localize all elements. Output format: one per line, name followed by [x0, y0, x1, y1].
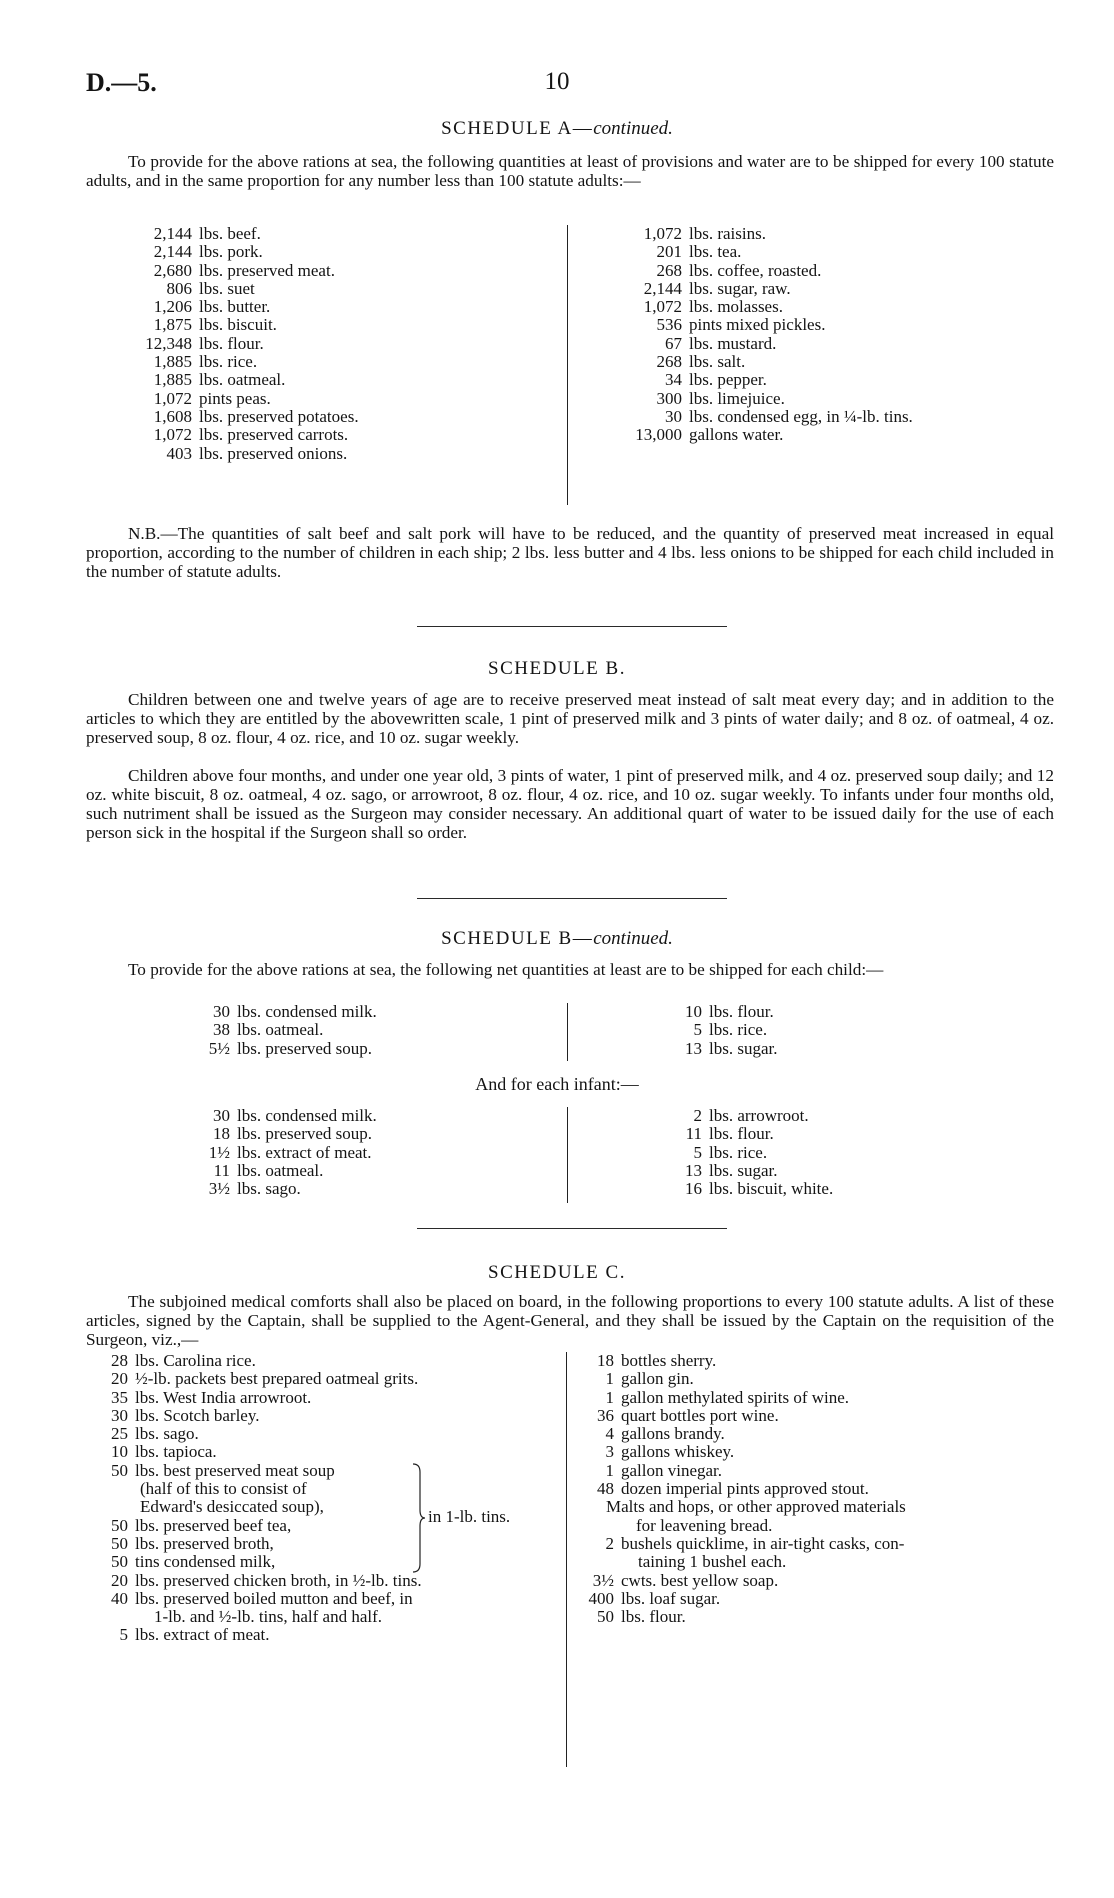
list-item: [130, 335, 359, 353]
list-item: 36 quart bottles port wine.: [597, 1405, 779, 1425]
item-quantity: 536: [656, 315, 682, 335]
list-item: [620, 298, 913, 316]
item-description: lbs. oatmeal.: [237, 1160, 324, 1180]
child-list-left: [208, 1003, 377, 1058]
list-item: [620, 262, 913, 280]
item-quantity: 30: [665, 406, 682, 426]
item-description: lbs. beef.: [199, 224, 261, 243]
item-quantity: 806: [166, 278, 192, 298]
list-item: 50 lbs. preserved broth,: [111, 1533, 274, 1553]
item-description: lbs. butter.: [199, 297, 271, 317]
item-quantity: 12,348: [145, 333, 192, 353]
schedule-b-continued-intro: To provide for the above rations at sea, the following net quantities at least are to be shipped for each child:—: [128, 960, 884, 979]
section-divider: [417, 1228, 727, 1229]
list-item: 18 bottles sherry.: [597, 1351, 717, 1370]
item-quantity: 1,206: [153, 297, 192, 317]
item-description: lbs. coffee, roasted.: [689, 260, 822, 280]
schedule-a-right-list: [620, 225, 913, 445]
section-divider: [417, 898, 727, 899]
list-item: 4 gallons brandy.: [605, 1424, 725, 1444]
list-item: [620, 426, 913, 444]
list-item-continuation: for leavening bread.: [636, 1515, 773, 1535]
schedule-a-continued-title: SCHEDULE A—continued.: [441, 118, 673, 139]
item-quantity: 1,072: [643, 297, 682, 317]
list-item: 3½ cwts. best yellow soap.: [592, 1570, 779, 1590]
list-item: 50 lbs. preserved beef tea,: [111, 1515, 292, 1535]
item-quantity: 1,875: [153, 315, 192, 335]
column-divider: [567, 225, 568, 505]
list-item: [130, 262, 359, 280]
list-item-continuation: taining 1 bushel each.: [638, 1552, 787, 1572]
list-item: [620, 390, 913, 408]
list-item: [620, 243, 913, 261]
list-item: 2 bushels quicklime, in air-tight casks, con-: [605, 1533, 905, 1553]
list-item: 48 dozen imperial pints approved stout.: [597, 1479, 869, 1499]
document-reference: D.—5.: [86, 68, 157, 97]
list-item: [620, 353, 913, 371]
list-item: [680, 1144, 833, 1162]
item-quantity: 5: [693, 1142, 702, 1162]
item-quantity: 1,072: [153, 388, 192, 408]
item-description: lbs. sago.: [237, 1179, 301, 1199]
item-quantity: 1,885: [153, 352, 192, 372]
list-item: 1 gallon gin.: [605, 1369, 694, 1389]
list-item: [130, 390, 359, 408]
list-item: [680, 1021, 777, 1039]
list-item: [208, 1107, 377, 1125]
item-description: lbs. mustard.: [689, 333, 777, 353]
item-quantity: 2,144: [153, 242, 192, 262]
schedule-a-left-list: [130, 225, 359, 463]
list-item: [208, 1003, 377, 1021]
list-item: [208, 1144, 377, 1162]
item-quantity: 2,144: [643, 278, 682, 298]
list-item: [130, 408, 359, 426]
item-quantity: 1,885: [153, 370, 192, 390]
item-description: lbs. pepper.: [689, 370, 767, 390]
item-quantity: 18: [213, 1124, 230, 1144]
list-item: [680, 1162, 833, 1180]
list-item: 20 ½-lb. packets best prepared oatmeal grits.: [111, 1369, 419, 1389]
item-quantity: 268: [656, 260, 682, 280]
item-description: lbs. tea.: [689, 242, 742, 262]
list-item: 20 lbs. preserved chicken broth, in ½-lb. tins.: [111, 1570, 422, 1590]
column-divider: [567, 1003, 568, 1061]
list-item: [130, 445, 359, 463]
infant-list-left: [208, 1107, 377, 1198]
item-description: lbs. preserved carrots.: [199, 425, 349, 445]
item-quantity: 1,072: [153, 425, 192, 445]
list-item: [680, 1003, 777, 1021]
item-quantity: 2,144: [153, 224, 192, 243]
section-divider: [417, 626, 727, 627]
list-item-continuation: 1-lb. and ½-lb. tins, half and half.: [154, 1607, 383, 1627]
item-description: lbs. salt.: [689, 352, 746, 372]
list-item: 50 lbs. flour.: [597, 1607, 686, 1627]
item-description: lbs. preserved potatoes.: [199, 406, 359, 426]
list-item: [620, 408, 913, 426]
item-quantity: 300: [656, 388, 682, 408]
list-item: [680, 1125, 833, 1143]
list-item: [208, 1125, 377, 1143]
curly-brace-icon: [412, 1462, 426, 1574]
list-item: [208, 1162, 377, 1180]
item-quantity: 1,608: [153, 406, 192, 426]
list-item: [620, 371, 913, 389]
list-item: [620, 335, 913, 353]
list-item: 5 lbs. extract of meat.: [119, 1625, 270, 1645]
item-quantity: 1,072: [643, 224, 682, 243]
list-item: [680, 1040, 777, 1058]
schedule-b-continued-title: SCHEDULE B—continued.: [441, 928, 673, 949]
item-description: lbs. raisins.: [689, 224, 766, 243]
item-description: lbs. preserved soup.: [237, 1124, 373, 1144]
list-item: [620, 225, 913, 243]
schedule-c-title: SCHEDULE C.: [488, 1262, 626, 1283]
item-quantity: 1½: [208, 1142, 230, 1162]
list-item: 10 lbs. tapioca.: [111, 1442, 217, 1462]
infant-list-right: [680, 1107, 833, 1198]
item-description: lbs. biscuit, white.: [709, 1179, 834, 1199]
item-quantity: 34: [665, 370, 682, 390]
item-description: lbs. preserved meat.: [199, 260, 335, 280]
list-item: 400 lbs. loaf sugar.: [588, 1588, 721, 1608]
list-item: [680, 1107, 833, 1125]
list-item: [130, 353, 359, 371]
item-description: lbs. sugar.: [709, 1038, 778, 1058]
item-description: lbs. rice.: [709, 1020, 768, 1040]
item-quantity: 5: [693, 1020, 702, 1040]
item-quantity: 16: [685, 1179, 702, 1199]
list-item: [208, 1021, 377, 1039]
item-description: lbs. sugar.: [709, 1160, 778, 1180]
item-description: lbs. suet: [199, 278, 255, 298]
schedule-b-paragraph-1: Children between one and twelve years of age are to receive preserved meat instead of salt meat every day; and in addition to the articles to which they are entitled by the abovewritten scale, 1 pint of preserved milk and 3 pints of water daily; and 8 oz. of oatmeal, 4 oz. preserved soup, 8 oz. flour, 4 oz. rice, and 10 oz. sugar weekly.: [86, 690, 1054, 747]
item-quantity: 268: [656, 352, 682, 372]
item-description: lbs. biscuit.: [199, 315, 277, 335]
item-quantity: 38: [213, 1020, 230, 1040]
list-item: [620, 280, 913, 298]
schedule-a-intro: To provide for the above rations at sea, the following quantities at least of provisions and water are to be shipped for every 100 statute adults, and in the same proportion for any number less than 100 statute adults:—: [86, 152, 1054, 190]
item-quantity: 201: [656, 242, 682, 262]
item-description: pints mixed pickles.: [689, 315, 826, 335]
child-list-right: [680, 1003, 777, 1058]
list-item: [208, 1180, 377, 1198]
list-item: [130, 298, 359, 316]
schedule-b-paragraph-2: Children above four months, and under one year old, 3 pints of water, 1 pint of preserved milk, and 4 oz. preserved soup daily; and 12 oz. white biscuit, 8 oz. oatmeal, 4 oz. sago, or arrowroot, 8 oz. flour, 4 oz. rice, and 10 oz. sugar weekly. To infants under four months old, such nutriment shall be issued as the Surgeon may consider necessary. An additional quart of water to be issued daily for the use of each person sick in the hospital if the Surgeon shall so order.: [86, 766, 1054, 842]
list-item: 50 lbs. best preserved meat soup: [111, 1460, 335, 1480]
column-divider: [566, 1352, 567, 1767]
column-divider: [567, 1107, 568, 1203]
item-description: lbs. flour.: [709, 1124, 774, 1144]
page-header: [86, 68, 1028, 102]
item-description: lbs. flour.: [709, 1002, 774, 1021]
item-quantity: 2,680: [153, 260, 192, 280]
item-quantity: 30: [213, 1002, 230, 1021]
item-description: pints peas.: [199, 388, 271, 408]
item-quantity: 5½: [208, 1038, 230, 1058]
list-item: 35 lbs. West India arrowroot.: [111, 1387, 312, 1407]
item-description: gallons water.: [689, 425, 784, 445]
brace-label: in 1-lb. tins.: [428, 1507, 511, 1526]
item-quantity: 30: [213, 1106, 230, 1125]
schedule-b-title: SCHEDULE B.: [488, 658, 626, 679]
item-description: lbs. oatmeal.: [199, 370, 286, 390]
item-quantity: 13: [685, 1038, 702, 1058]
item-description: lbs. preserved onions.: [199, 443, 348, 463]
item-description: lbs. condensed milk.: [237, 1002, 377, 1021]
list-item: [208, 1040, 377, 1058]
list-item: 28 lbs. Carolina rice.: [111, 1351, 256, 1370]
item-description: lbs. rice.: [709, 1142, 768, 1162]
list-item: [130, 371, 359, 389]
item-quantity: 3½: [208, 1179, 230, 1199]
list-item-continuation: (half of this to consist of: [140, 1479, 307, 1499]
item-quantity: 11: [685, 1124, 702, 1144]
schedule-c-intro: The subjoined medical comforts shall also be placed on board, in the following proportions to every 100 statute adults. A list of these articles, signed by the Captain, shall be supplied to the Agent-General, and they shall be issued by the Captain on the requisition of the Surgeon, viz.,—: [86, 1292, 1054, 1349]
item-quantity: 11: [213, 1160, 230, 1180]
list-item: [130, 280, 359, 298]
list-item: 3 gallons whiskey.: [605, 1442, 735, 1462]
item-description: lbs. pork.: [199, 242, 263, 262]
list-item: 50 tins condensed milk,: [111, 1552, 276, 1572]
item-quantity: 2: [693, 1106, 702, 1125]
item-description: lbs. condensed egg, in ¼-lb. tins.: [689, 406, 913, 426]
schedule-a-note: N.B.—The quantities of salt beef and salt pork will have to be reduced, and the quantity of preserved meat increased in equal proportion, according to the number of children in each ship; 2 lbs. less butter and 4 lbs. less onions to be shipped for each child included in the number of statute adults.: [86, 524, 1054, 581]
list-item: [130, 225, 359, 243]
list-item: 25 lbs. sago.: [111, 1424, 199, 1444]
list-item-continuation: Edward's desiccated soup),: [140, 1497, 324, 1517]
list-item: [620, 316, 913, 334]
list-item: 40 lbs. preserved boiled mutton and beef, in: [111, 1588, 413, 1608]
page-number: 10: [544, 68, 570, 95]
list-item: [680, 1180, 833, 1198]
item-quantity: 13: [685, 1160, 702, 1180]
item-description: lbs. rice.: [199, 352, 258, 372]
item-description: lbs. arrowroot.: [709, 1106, 809, 1125]
item-quantity: 13,000: [635, 425, 682, 445]
list-item: 1 gallon vinegar.: [605, 1460, 723, 1480]
infant-heading: And for each infant:—: [475, 1074, 639, 1094]
item-description: lbs. limejuice.: [689, 388, 785, 408]
item-quantity: 10: [685, 1002, 702, 1021]
item-description: lbs. molasses.: [689, 297, 783, 317]
list-item: [130, 316, 359, 334]
item-quantity: 67: [665, 333, 682, 353]
item-quantity: 403: [166, 443, 192, 463]
item-description: lbs. condensed milk.: [237, 1106, 377, 1125]
list-item: Malts and hops, or other approved materials: [606, 1497, 906, 1517]
item-description: lbs. oatmeal.: [237, 1020, 324, 1040]
item-description: lbs. flour.: [199, 333, 264, 353]
list-item: [130, 243, 359, 261]
item-description: lbs. extract of meat.: [237, 1142, 372, 1162]
item-description: lbs. sugar, raw.: [689, 278, 791, 298]
list-item: 1 gallon methylated spirits of wine.: [605, 1387, 850, 1407]
item-description: lbs. preserved soup.: [237, 1038, 373, 1058]
schedule-c-left-list: [92, 1352, 562, 1645]
list-item: 30 lbs. Scotch barley.: [111, 1405, 260, 1425]
list-item: [130, 426, 359, 444]
schedule-c-right-list: [576, 1352, 1054, 1626]
